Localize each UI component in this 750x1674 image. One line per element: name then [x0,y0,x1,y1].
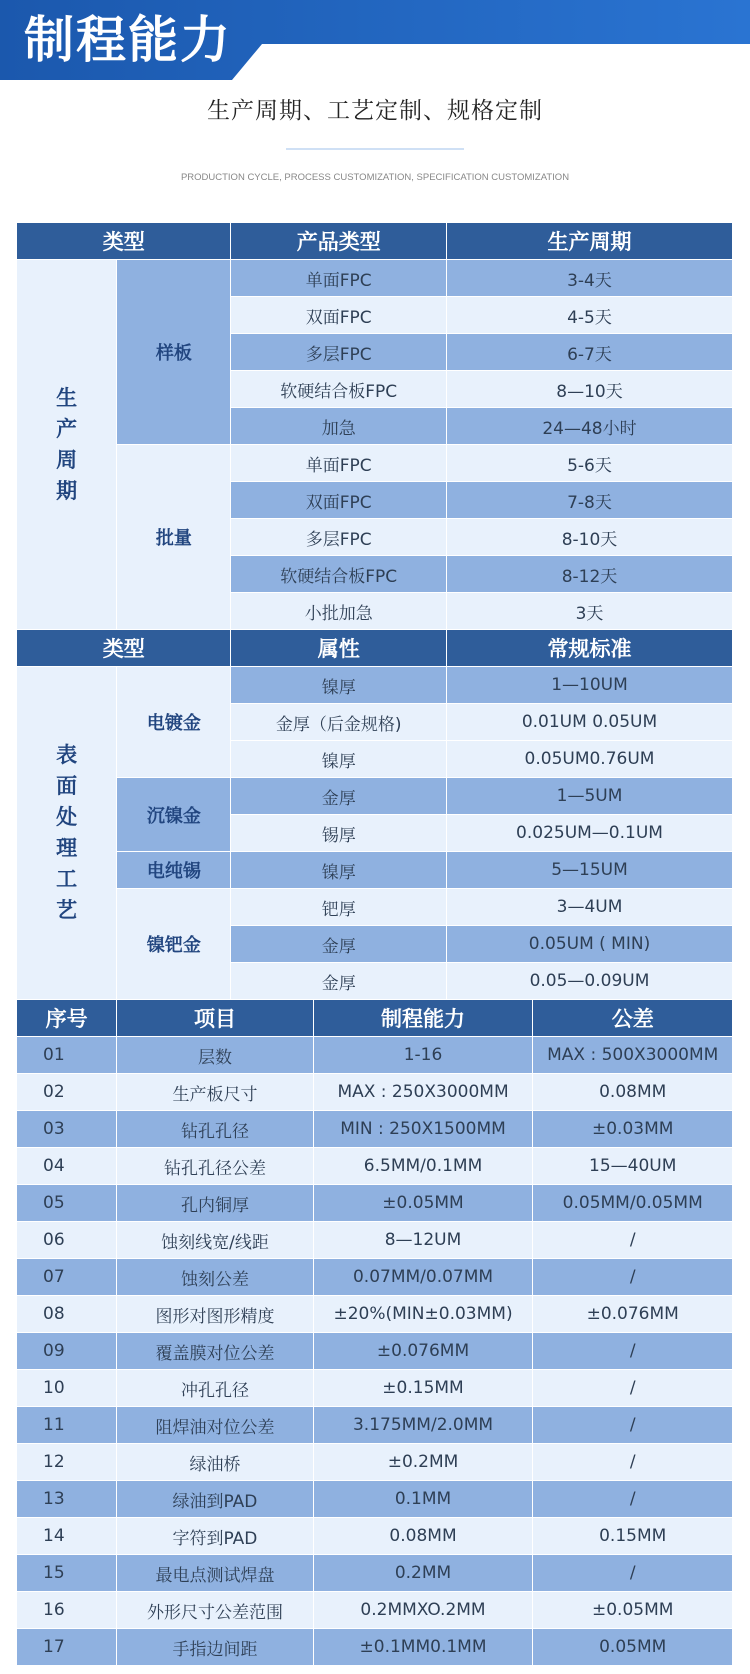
item-cell: 字符到PAD [117,1518,313,1555]
item-cell: 蚀刻公差 [117,1259,313,1296]
capability-cell: 0.1MM [313,1481,533,1518]
standard-cell: 5—15UM [447,852,733,889]
tolerance-cell: 0.05MM [533,1629,733,1666]
tolerance-cell: / [533,1444,733,1481]
attribute-cell: 金厚 [231,963,447,1000]
process-capability-table [16,222,733,1666]
capability-cell: ±20%(MIN±0.03MM) [313,1296,533,1333]
col-header-item: 项目 [117,1000,313,1037]
row-number: 08 [17,1296,117,1333]
tolerance-cell: 0.05MM/0.05MM [533,1185,733,1222]
tolerance-cell: MAX : 500X3000MM [533,1037,733,1074]
page-title: 制程能力 [24,11,232,69]
cycle-cell: 6-7天 [447,334,733,371]
cycle-header-row [17,223,733,260]
table-row [17,1296,733,1333]
item-cell: 蚀刻线宽/线距 [117,1222,313,1259]
col-header-standard: 常规标准 [447,630,733,667]
table-row [17,1259,733,1296]
table-row [17,1333,733,1370]
standard-cell: 0.05—0.09UM [447,963,733,1000]
capability-cell: ±0.076MM [313,1333,533,1370]
col-header-type: 类型 [17,223,231,260]
group-pure-tin: 电纯锡 [117,852,231,889]
attribute-cell: 镍厚 [231,852,447,889]
standard-cell: 0.01UM 0.05UM [447,704,733,741]
col-header-tolerance: 公差 [533,1000,733,1037]
row-number: 03 [17,1111,117,1148]
col-header-number: 序号 [17,1000,117,1037]
product-cell: 多层FPC [231,519,447,556]
capability-cell: ±0.05MM [313,1185,533,1222]
group-enepig: 镍钯金 [117,889,231,1000]
tolerance-cell: / [533,1481,733,1518]
surface-header-row [17,630,733,667]
product-cell: 多层FPC [231,334,447,371]
attribute-cell: 钯厚 [231,889,447,926]
item-cell: 冲孔孔径 [117,1370,313,1407]
col-header-cycle: 生产周期 [447,223,733,260]
capability-cell: 3.175MM/2.0MM [313,1407,533,1444]
col-header-capability: 制程能力 [313,1000,533,1037]
category-cycle: 生产周期 [17,260,117,630]
standard-cell: 3—4UM [447,889,733,926]
item-cell: 外形尺寸公差范围 [117,1592,313,1629]
standard-cell: 1—10UM [447,667,733,704]
group-electroplated-gold: 电镀金 [117,667,231,778]
row-number: 14 [17,1518,117,1555]
row-number: 04 [17,1148,117,1185]
table-row [17,1518,733,1555]
cycle-cell: 24—48小时 [447,408,733,445]
table-row [17,1555,733,1592]
group-batch: 批量 [117,445,231,630]
item-cell: 钻孔孔径公差 [117,1148,313,1185]
item-cell: 生产板尺寸 [117,1074,313,1111]
table-row [17,1592,733,1629]
table-row [17,1407,733,1444]
table-row [17,1629,733,1666]
col-header-type: 类型 [17,630,231,667]
cycle-cell: 8-12天 [447,556,733,593]
cycle-cell: 8-10天 [447,519,733,556]
standard-cell: 0.025UM—0.1UM [447,815,733,852]
item-cell: 孔内铜厚 [117,1185,313,1222]
row-number: 16 [17,1592,117,1629]
cycle-cell: 3-4天 [447,260,733,297]
table-row [17,667,733,704]
subtitle-english: PRODUCTION CYCLE, PROCESS CUSTOMIZATION, SPECIFICATION CUSTOMIZATION [180,172,570,183]
capability-header-row [17,1000,733,1037]
item-cell: 阻焊油对位公差 [117,1407,313,1444]
capability-cell: ±0.1MM0.1MM [313,1629,533,1666]
cycle-cell: 3天 [447,593,733,630]
tolerance-cell: / [533,1555,733,1592]
capability-cell: 0.2MMXO.2MM [313,1592,533,1629]
category-surface: 表面处理工艺 [17,667,117,1000]
subtitle-divider [286,148,464,150]
table-row [17,778,733,815]
table-row [17,1185,733,1222]
table-row [17,1370,733,1407]
capability-cell: 8—12UM [313,1222,533,1259]
attribute-cell: 锡厚 [231,815,447,852]
tolerance-cell: 0.15MM [533,1518,733,1555]
tolerance-cell: 0.08MM [533,1074,733,1111]
table-row [17,1037,733,1074]
table-row [17,852,733,889]
item-cell: 层数 [117,1037,313,1074]
item-cell: 手指边间距 [117,1629,313,1666]
header-banner [0,0,750,80]
attribute-cell: 金厚 [231,926,447,963]
capability-cell: 0.08MM [313,1518,533,1555]
row-number: 05 [17,1185,117,1222]
product-cell: 软硬结合板FPC [231,371,447,408]
product-cell: 小批加急 [231,593,447,630]
capability-cell: 0.07MM/0.07MM [313,1259,533,1296]
product-cell: 单面FPC [231,445,447,482]
product-cell: 双面FPC [231,297,447,334]
row-number: 11 [17,1407,117,1444]
row-number: 17 [17,1629,117,1666]
product-cell: 加急 [231,408,447,445]
attribute-cell: 金厚 [231,778,447,815]
group-sample: 样板 [117,260,231,445]
row-number: 10 [17,1370,117,1407]
cycle-cell: 7-8天 [447,482,733,519]
product-cell: 软硬结合板FPC [231,556,447,593]
tolerance-cell: / [533,1259,733,1296]
cycle-cell: 4-5天 [447,297,733,334]
attribute-cell: 金厚（后金规格) [231,704,447,741]
row-number: 06 [17,1222,117,1259]
capability-cell: ±0.15MM [313,1370,533,1407]
tolerance-cell: ±0.03MM [533,1111,733,1148]
item-cell: 覆盖膜对位公差 [117,1333,313,1370]
subtitle: 生产周期、工艺定制、规格定制 [207,98,543,124]
table-row [17,889,733,926]
table-row [17,260,733,297]
cycle-cell: 5-6天 [447,445,733,482]
capability-cell: 6.5MM/0.1MM [313,1148,533,1185]
standard-cell: 0.05UM ( MIN) [447,926,733,963]
table-row [17,1111,733,1148]
row-number: 15 [17,1555,117,1592]
attribute-cell: 镍厚 [231,667,447,704]
table-row [17,1074,733,1111]
table-row [17,1148,733,1185]
table-row [17,445,733,482]
row-number: 07 [17,1259,117,1296]
tolerance-cell: / [533,1407,733,1444]
item-cell: 图形对图形精度 [117,1296,313,1333]
tolerance-cell: / [533,1333,733,1370]
standard-cell: 1—5UM [447,778,733,815]
row-number: 01 [17,1037,117,1074]
item-cell: 最电点测试焊盘 [117,1555,313,1592]
tolerance-cell: / [533,1370,733,1407]
row-number: 13 [17,1481,117,1518]
tolerance-cell: 15—40UM [533,1148,733,1185]
item-cell: 钻孔孔径 [117,1111,313,1148]
tolerance-cell: ±0.05MM [533,1592,733,1629]
row-number: 09 [17,1333,117,1370]
item-cell: 绿油桥 [117,1444,313,1481]
capability-cell: MIN : 250X1500MM [313,1111,533,1148]
table-row [17,1481,733,1518]
col-header-attribute: 属性 [231,630,447,667]
row-number: 02 [17,1074,117,1111]
product-cell: 双面FPC [231,482,447,519]
cycle-cell: 8—10天 [447,371,733,408]
attribute-cell: 镍厚 [231,741,447,778]
tolerance-cell: / [533,1222,733,1259]
table-row [17,1444,733,1481]
capability-cell: 1-16 [313,1037,533,1074]
row-number: 12 [17,1444,117,1481]
capability-cell: 0.2MM [313,1555,533,1592]
standard-cell: 0.05UM0.76UM [447,741,733,778]
capability-cell: ±0.2MM [313,1444,533,1481]
group-enig: 沉镍金 [117,778,231,852]
tolerance-cell: ±0.076MM [533,1296,733,1333]
item-cell: 绿油到PAD [117,1481,313,1518]
col-header-product: 产品类型 [231,223,447,260]
product-cell: 单面FPC [231,260,447,297]
capability-cell: MAX : 250X3000MM [313,1074,533,1111]
table-row [17,1222,733,1259]
